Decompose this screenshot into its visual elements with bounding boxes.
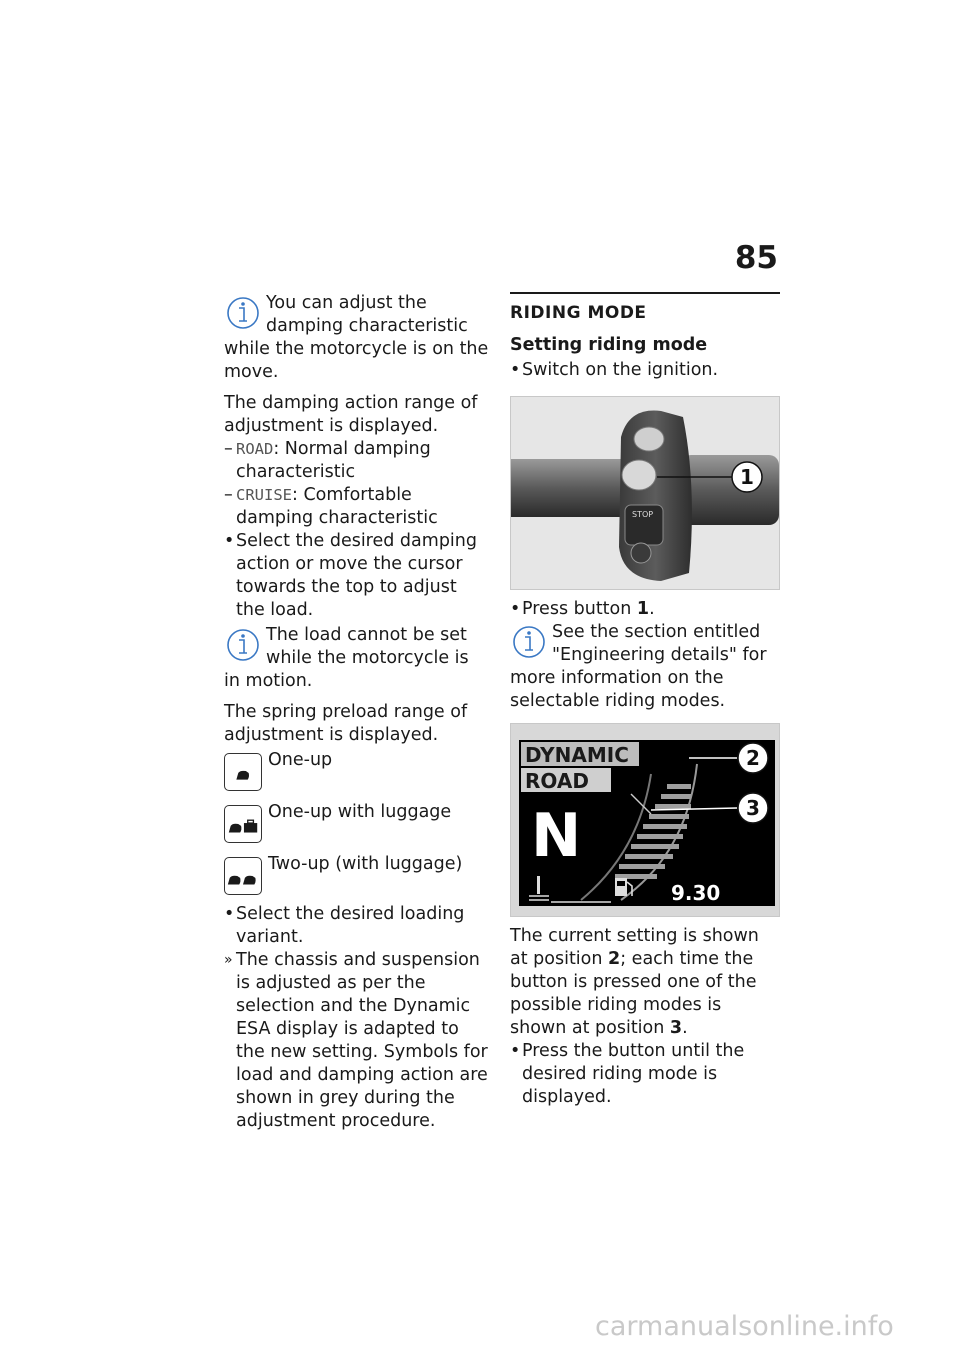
- one-up-icon: [224, 753, 262, 791]
- handlebar-switch-illustration: [511, 397, 779, 589]
- two-up-icon: [224, 857, 262, 895]
- stop-label: STOP: [632, 510, 654, 519]
- riding-mode-display-figure: [510, 723, 780, 917]
- text-segment: The current setting is shown at position: [510, 926, 759, 969]
- step-press-button: [510, 598, 780, 621]
- callout-1: 1: [740, 465, 754, 489]
- mode-explanation: [510, 925, 780, 1040]
- info-text: The load cannot be set while the motorcycle is in motion.: [224, 625, 469, 691]
- info-note-load: [224, 624, 490, 693]
- left-column: [224, 292, 490, 1133]
- info-note-modes: [510, 621, 780, 713]
- step-press-until: • Press the button until the desired riding mode is displayed.: [510, 1040, 780, 1109]
- text-segment: .: [682, 1018, 688, 1038]
- page-number: 85: [734, 240, 778, 276]
- position-ref: 3: [669, 1018, 683, 1038]
- mode-code: CRUISE: [236, 486, 292, 504]
- load-option-two-up: [224, 853, 490, 903]
- result-text: » The chassis and suspension is adjusted as per the selection and the Dynamic ESA display is adapted to the new setting. Symbols for load and damping action are shown in grey during the adjustment procedure.: [224, 949, 490, 1133]
- step-select-damping: • Select the desired damping action or move the cursor towards the top to adjust the load.: [224, 530, 490, 622]
- info-note-damping: [224, 292, 490, 384]
- step-text: Press button: [522, 599, 637, 619]
- callout-3: 3: [746, 796, 760, 820]
- info-text: See the section entitled "Engineering details" for more information on the selectable riding modes.: [510, 622, 767, 711]
- step-switch-ignition: • Switch on the ignition.: [510, 359, 780, 382]
- info-icon: [510, 621, 548, 661]
- subsection-title: Setting riding mode: [510, 335, 708, 355]
- damping-intro: The damping action range of adjustment is displayed.: [224, 393, 478, 436]
- info-icon: [224, 292, 262, 332]
- load-option-one-up-luggage: [224, 801, 490, 851]
- mode-description: : Normal damping characteristic: [236, 439, 431, 482]
- info-icon: [224, 624, 262, 664]
- step-text: .: [649, 599, 655, 619]
- handlebar-switch-figure: [510, 396, 780, 590]
- one-up-luggage-icon: [224, 805, 262, 843]
- preload-intro: The spring preload range of adjustment is displayed.: [224, 702, 468, 745]
- position-ref: 2: [608, 949, 621, 969]
- mode-description: : Comfortable damping characteristic: [236, 485, 438, 528]
- riding-mode-display: [511, 724, 779, 916]
- load-label: Two-up (with luggage): [268, 854, 463, 874]
- mode-top: DYNAMIC: [525, 743, 629, 767]
- callout-2: 2: [746, 746, 760, 770]
- text-segment: ; each time the button is pressed one of the possible riding modes is shown at position: [510, 949, 757, 1038]
- load-label: One-up: [268, 750, 333, 770]
- gear-indicator: N: [531, 801, 582, 871]
- position-ref: 1: [636, 599, 650, 619]
- damping-option-cruise: [224, 484, 490, 530]
- load-option-one-up: [224, 749, 490, 799]
- step-select-loading: • Select the desired loading variant.: [224, 903, 490, 949]
- mode-code: ROAD: [236, 440, 274, 458]
- info-text: You can adjust the damping characteristic while the motorcycle is on the move.: [224, 293, 489, 382]
- load-label: One-up with luggage: [268, 802, 452, 822]
- display-value: 9.30: [671, 881, 721, 905]
- section-title: RIDING MODE: [510, 303, 647, 323]
- watermark: carmanualsonline.info: [595, 1311, 894, 1342]
- mode-bottom: ROAD: [525, 769, 589, 793]
- damping-option-road: [224, 438, 490, 484]
- right-column: [510, 292, 780, 1109]
- section-rule: [510, 292, 780, 294]
